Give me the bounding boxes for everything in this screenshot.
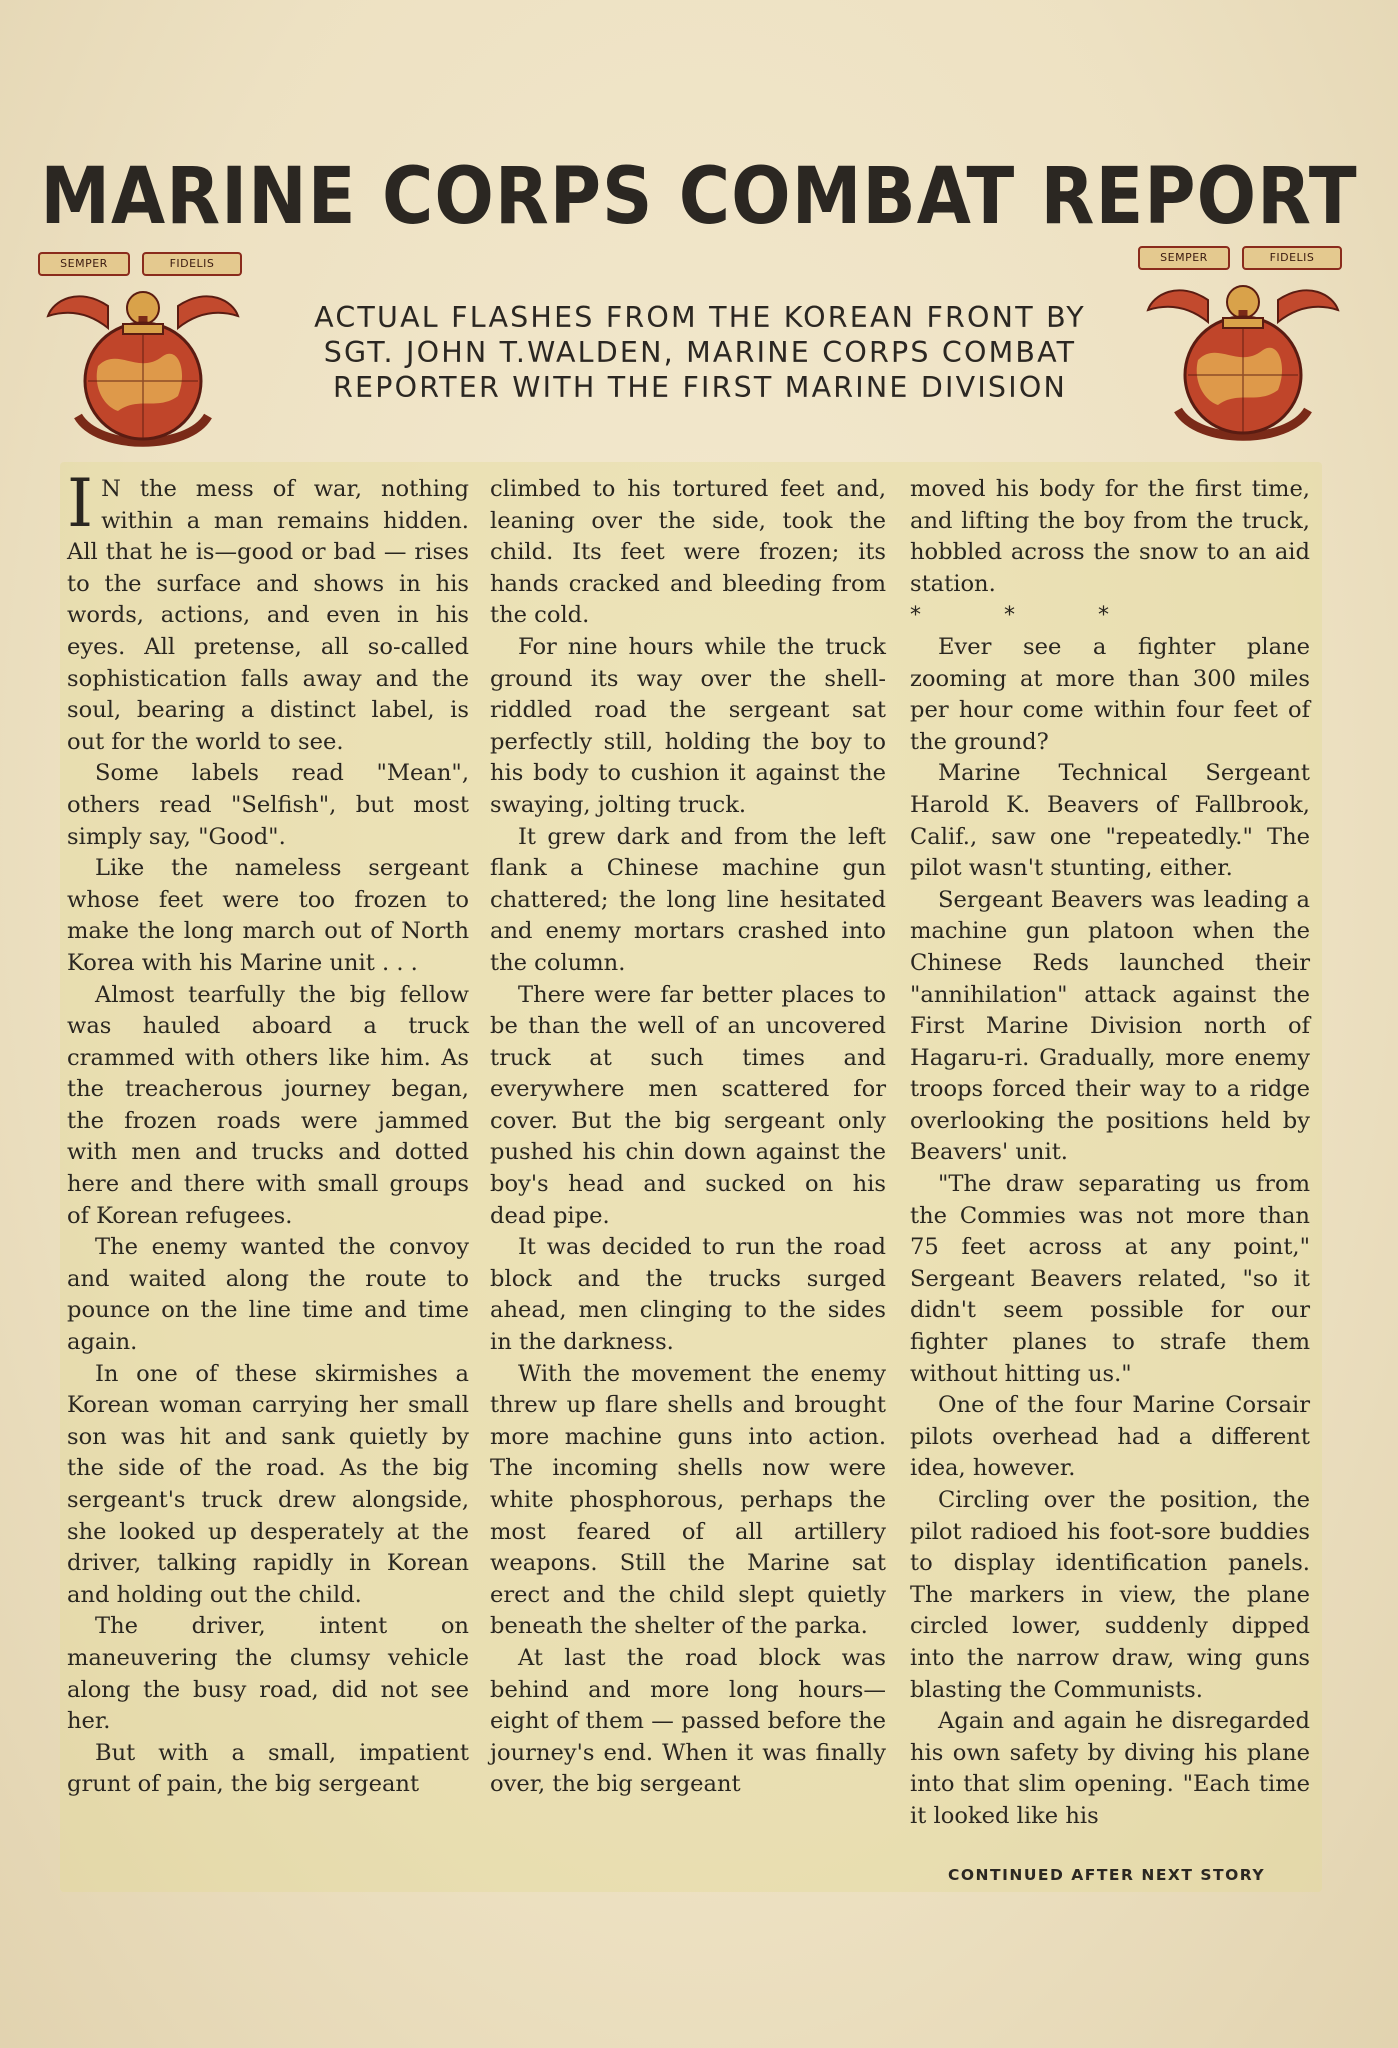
emblem-scroll-left: SEMPER (1138, 246, 1230, 270)
paragraph: climbed to his tortured feet and, leaning over the side, took the child. Its feet were frozen; its hands cracked and bleeding from the cold. (490, 476, 886, 629)
emblem-scroll-right: FIDELIS (142, 252, 242, 276)
page-title: MARINE CORPS COMBAT REPORT (40, 150, 1358, 242)
section-separator: * * * (910, 603, 1147, 629)
paragraph: Some labels read "Mean", others read "Selfish", but most simply say, "Good". (67, 760, 469, 850)
paragraph: In one of these skirmishes a Korean woman carrying her small son was hit and sank quietly by the side of the road. As the big sergeant's truck drew alongside, she looked up desperately at the driver, talking rapidly in Korean and holding out the child. (67, 1360, 469, 1608)
paragraph: Ever see a fighter plane zooming at more than 300 miles per hour come within four feet of the ground? (910, 633, 1310, 755)
paragraph: "The draw separating us from the Commies was not more than 75 feet across at any point," Sergeant Beavers related, "so it didn't seem possible for our fighter planes to strafe them without hitting us." (910, 1171, 1310, 1387)
emblem-scroll-left: SEMPER (38, 252, 130, 276)
paragraph: Like the nameless sergeant whose feet were too frozen to make the long march out of North Korea with his Marine unit . . . (67, 855, 469, 976)
paragraph: The enemy wanted the convoy and waited along the route to pounce on the line time and time again. (67, 1234, 469, 1356)
paragraph: moved his body for the first time, and lifting the boy from the truck, hobbled across the snow to an aid station. (910, 476, 1310, 597)
paragraph: The driver, intent on maneuvering the clumsy vehicle along the busy road, did not see her. (67, 1613, 469, 1735)
paragraph: Marine Technical Sergeant Harold K. Beavers of Fallbrook, Calif., saw one "repeatedly." The pilot wasn't stunting, either. (910, 760, 1310, 882)
eagle-globe-anchor-icon (38, 246, 248, 466)
paragraph: It grew dark and from the left flank a Chinese machine gun chattered; the long line hesitated and enemy mortars crashed into the column. (490, 823, 886, 976)
continued-note: CONTINUED AFTER NEXT STORY (948, 1866, 1266, 1884)
article-column-1 (67, 465, 469, 1801)
emblem-scroll-right: FIDELIS (1242, 246, 1342, 270)
paragraph: It was decided to run the road block and the trucks surged ahead, men clinging to the sides in the darkness. (490, 1234, 886, 1356)
article-column-2 (490, 474, 886, 1801)
paragraph: Again and again he disregarded his own safety by diving his plane into that slim opening. "Each time it looked like his (910, 1708, 1310, 1829)
drop-cap: I (67, 465, 94, 542)
paragraph: Circling over the position, the pilot radioed his foot-sore buddies to display identification panels. The markers in view, the plane circled lower, suddenly dipped into the narrow draw, wing guns blasting the Communists. (910, 1487, 1310, 1703)
marine-emblem-left (38, 246, 248, 466)
paragraph: But with a small, impatient grunt of pain, the big sergeant (67, 1739, 469, 1798)
paragraph: There were far better places to be than the well of an uncovered truck at such times and everywhere men scattered for cover. But the big sergeant only pushed his chin down against the boy's head and sucked on his dead pipe. (490, 981, 886, 1229)
paragraph: Sergeant Beavers was leading a machine gun platoon when the Chinese Reds launched their "annihilation" attack against the First Marine Division north of Hagaru-ri. Gradually, more enemy troops forced their way to a ridge overlooking the positions held by Beavers' unit. (910, 886, 1310, 1166)
paragraph: I N the mess of war, nothing within a man remains hidden. All that he is—good or bad — rises to the surface and shows in his words, actions, and even in his eyes. All pretense, all so-called sophistication falls away and the soul, bearing a distinct label, is out for the world to see. (67, 465, 469, 755)
paragraph: Almost tearfully the big fellow was hauled aboard a truck crammed with others like him. As the treacherous journey began, the frozen roads were jammed with men and trucks and dotted here and there with small groups of Korean refugees. (67, 981, 469, 1229)
paragraph: With the movement the enemy threw up flare shells and brought more machine guns into action. The incoming shells now were white phosphorous, perhaps the most feared of all artillery weapons. Still the Marine sat erect and the child slept quietly beneath the shelter of the parka. (490, 1360, 886, 1640)
paragraph: At last the road block was behind and more long hours—eight of them — passed before the journey's end. When it was finally over, the big sergeant (490, 1644, 886, 1798)
paragraph: For nine hours while the truck ground its way over the shell-riddled road the sergeant sat perfectly still, holding the boy to his body to cushion it against the swaying, jolting truck. (490, 633, 886, 818)
article-column-3 (910, 474, 1310, 1833)
marine-emblem-right (1138, 240, 1348, 460)
paragraph: One of the four Marine Corsair pilots overhead had a different idea, however. (910, 1392, 1310, 1482)
eagle-globe-anchor-icon (1138, 240, 1348, 460)
byline-subtitle: ACTUAL FLASHES FROM THE KOREAN FRONT BY SGT. JOHN T.WALDEN, MARINE CORPS COMBAT REPORTER WITH THE FIRST MARINE DIVISION (314, 301, 1086, 404)
